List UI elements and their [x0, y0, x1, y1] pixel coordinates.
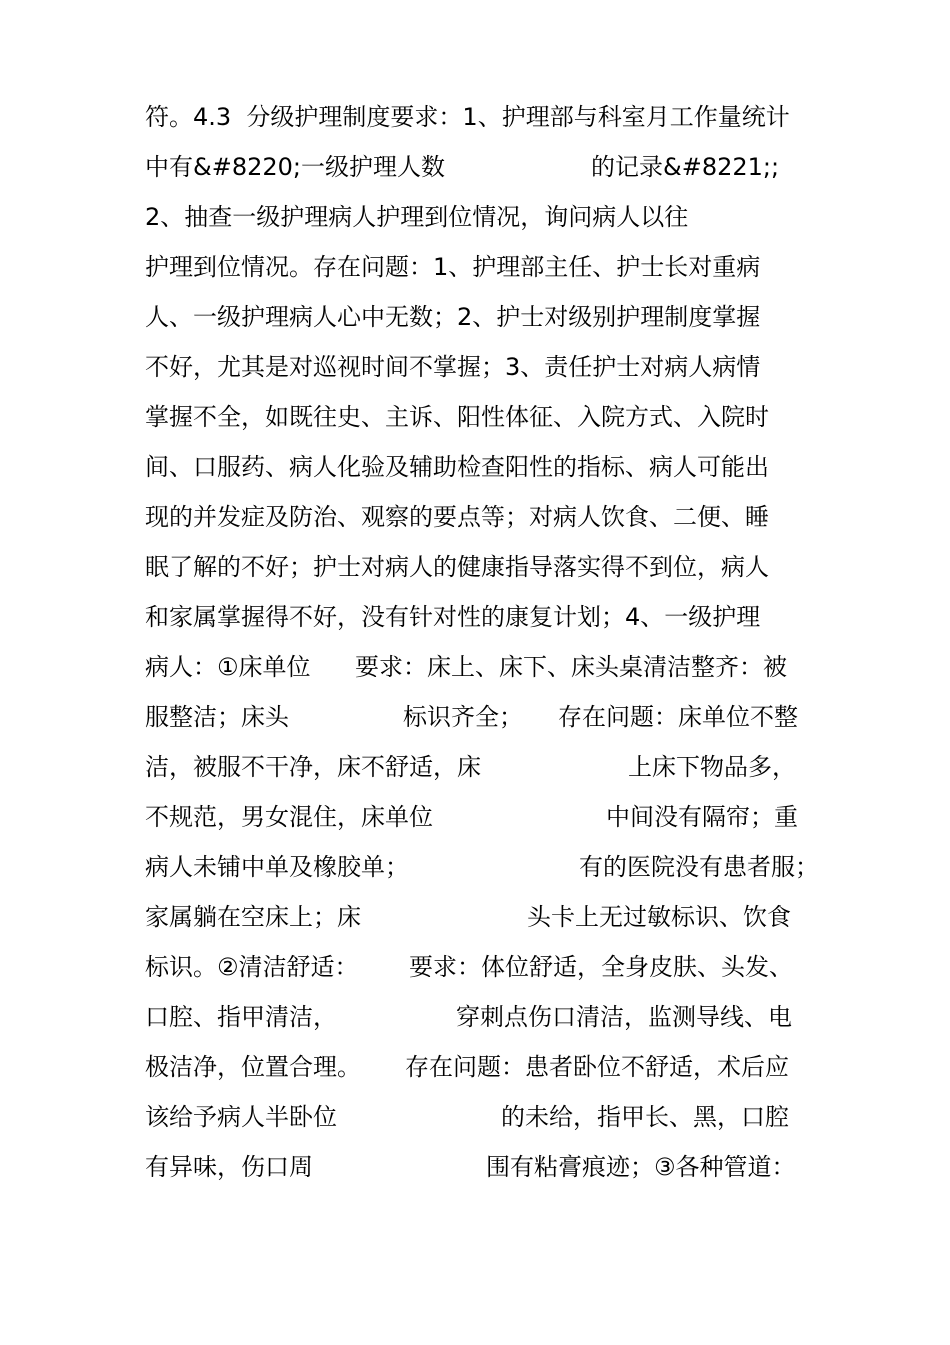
line-13-segment-3: 存在问题：床单位不整 — [558, 703, 798, 731]
line-1-segment-1: 符。4.3 分级护理制度要求：1、护理部与科室月工作量统计 — [145, 103, 790, 131]
text-line-9 — [145, 500, 825, 534]
text-line-2 — [145, 150, 825, 184]
line-7-segment-1: 掌握不全，如既往史、主诉、阳性体征、入院方式、入院时 — [145, 403, 769, 431]
line-9-segment-1: 现的并发症及防治、观察的要点等；对病人饮食、二便、睡 — [145, 503, 769, 531]
line-22-segment-2: 围有粘膏痕迹；③各种管道： — [486, 1153, 796, 1181]
line-8-segment-1: 间、口服药、病人化验及辅助检查阳性的指标、病人可能出 — [145, 453, 769, 481]
text-line-6 — [145, 350, 825, 384]
text-line-15 — [145, 800, 825, 834]
text-line-18 — [145, 950, 825, 984]
text-line-16 — [145, 850, 825, 884]
line-22-segment-1: 有异味，伤口周 — [145, 1153, 313, 1181]
line-4-segment-1: 护理到位情况。存在问题：1、护理部主任、护士长对重病 — [145, 253, 761, 281]
text-line-1 — [145, 100, 825, 134]
text-line-19 — [145, 1000, 825, 1034]
line-12-segment-2: 要求：床上、床下、床头桌清洁整齐：被 — [355, 653, 787, 681]
text-line-13 — [145, 700, 825, 734]
line-21-segment-1: 该给予病人半卧位 — [145, 1103, 337, 1131]
line-6-segment-1: 不好，尤其是对巡视时间不掌握；3、责任护士对病人病情 — [145, 353, 761, 381]
text-line-7 — [145, 400, 825, 434]
text-line-20 — [145, 1050, 825, 1084]
line-20-segment-2: 存在问题：患者卧位不舒适，术后应 — [405, 1053, 789, 1081]
line-2-segment-2: 的记录&#8221;; — [591, 153, 780, 181]
line-10-segment-1: 眠了解的不好；护士对病人的健康指导落实得不到位，病人 — [145, 553, 769, 581]
line-21-segment-2: 的未给，指甲长、黑，口腔 — [501, 1103, 789, 1131]
text-line-3 — [145, 200, 825, 234]
line-13-segment-2: 标识齐全； — [403, 703, 523, 731]
line-20-segment-1: 极洁净，位置合理。 — [145, 1053, 361, 1081]
text-line-5 — [145, 300, 825, 334]
line-12-segment-1: 病人：①床单位 — [145, 653, 311, 681]
line-11-segment-1: 和家属掌握得不好，没有针对性的康复计划；4、一级护理 — [145, 603, 761, 631]
line-14-segment-2: 上床下物品多， — [628, 753, 796, 781]
line-15-segment-1: 不规范，男女混住，床单位 — [145, 803, 433, 831]
line-18-segment-2: 要求：体位舒适，全身皮肤、头发、 — [409, 953, 793, 981]
text-line-14 — [145, 750, 825, 784]
text-line-10 — [145, 550, 825, 584]
line-14-segment-1: 洁，被服不干净，床不舒适，床 — [145, 753, 481, 781]
line-13-segment-1: 服整洁；床头 — [145, 703, 289, 731]
line-17-segment-1: 家属躺在空床上；床 — [145, 903, 361, 931]
line-15-segment-2: 中间没有隔帘；重 — [606, 803, 798, 831]
line-17-segment-2: 头卡上无过敏标识、饮食 — [527, 903, 791, 931]
text-line-8 — [145, 450, 825, 484]
text-line-11 — [145, 600, 825, 634]
line-2-segment-1: 中有&#8220;一级护理人数 — [145, 153, 445, 181]
line-3-segment-1: 2、抽查一级护理病人护理到位情况，询问病人以往 — [145, 203, 689, 231]
line-5-segment-1: 人、一级护理病人心中无数；2、护士对级别护理制度掌握 — [145, 303, 761, 331]
text-line-12 — [145, 650, 825, 684]
line-19-segment-2: 穿刺点伤口清洁，监测导线、电 — [456, 1003, 792, 1031]
line-16-segment-2: 有的医院没有患者服； — [579, 853, 819, 881]
text-line-21 — [145, 1100, 825, 1134]
text-line-4 — [145, 250, 825, 284]
text-line-17 — [145, 900, 825, 934]
line-16-segment-1: 病人未铺中单及橡胶单； — [145, 853, 409, 881]
line-18-segment-1: 标识。②清洁舒适： — [145, 953, 359, 981]
line-19-segment-1: 口腔、指甲清洁， — [145, 1003, 337, 1031]
text-line-22 — [145, 1150, 825, 1184]
